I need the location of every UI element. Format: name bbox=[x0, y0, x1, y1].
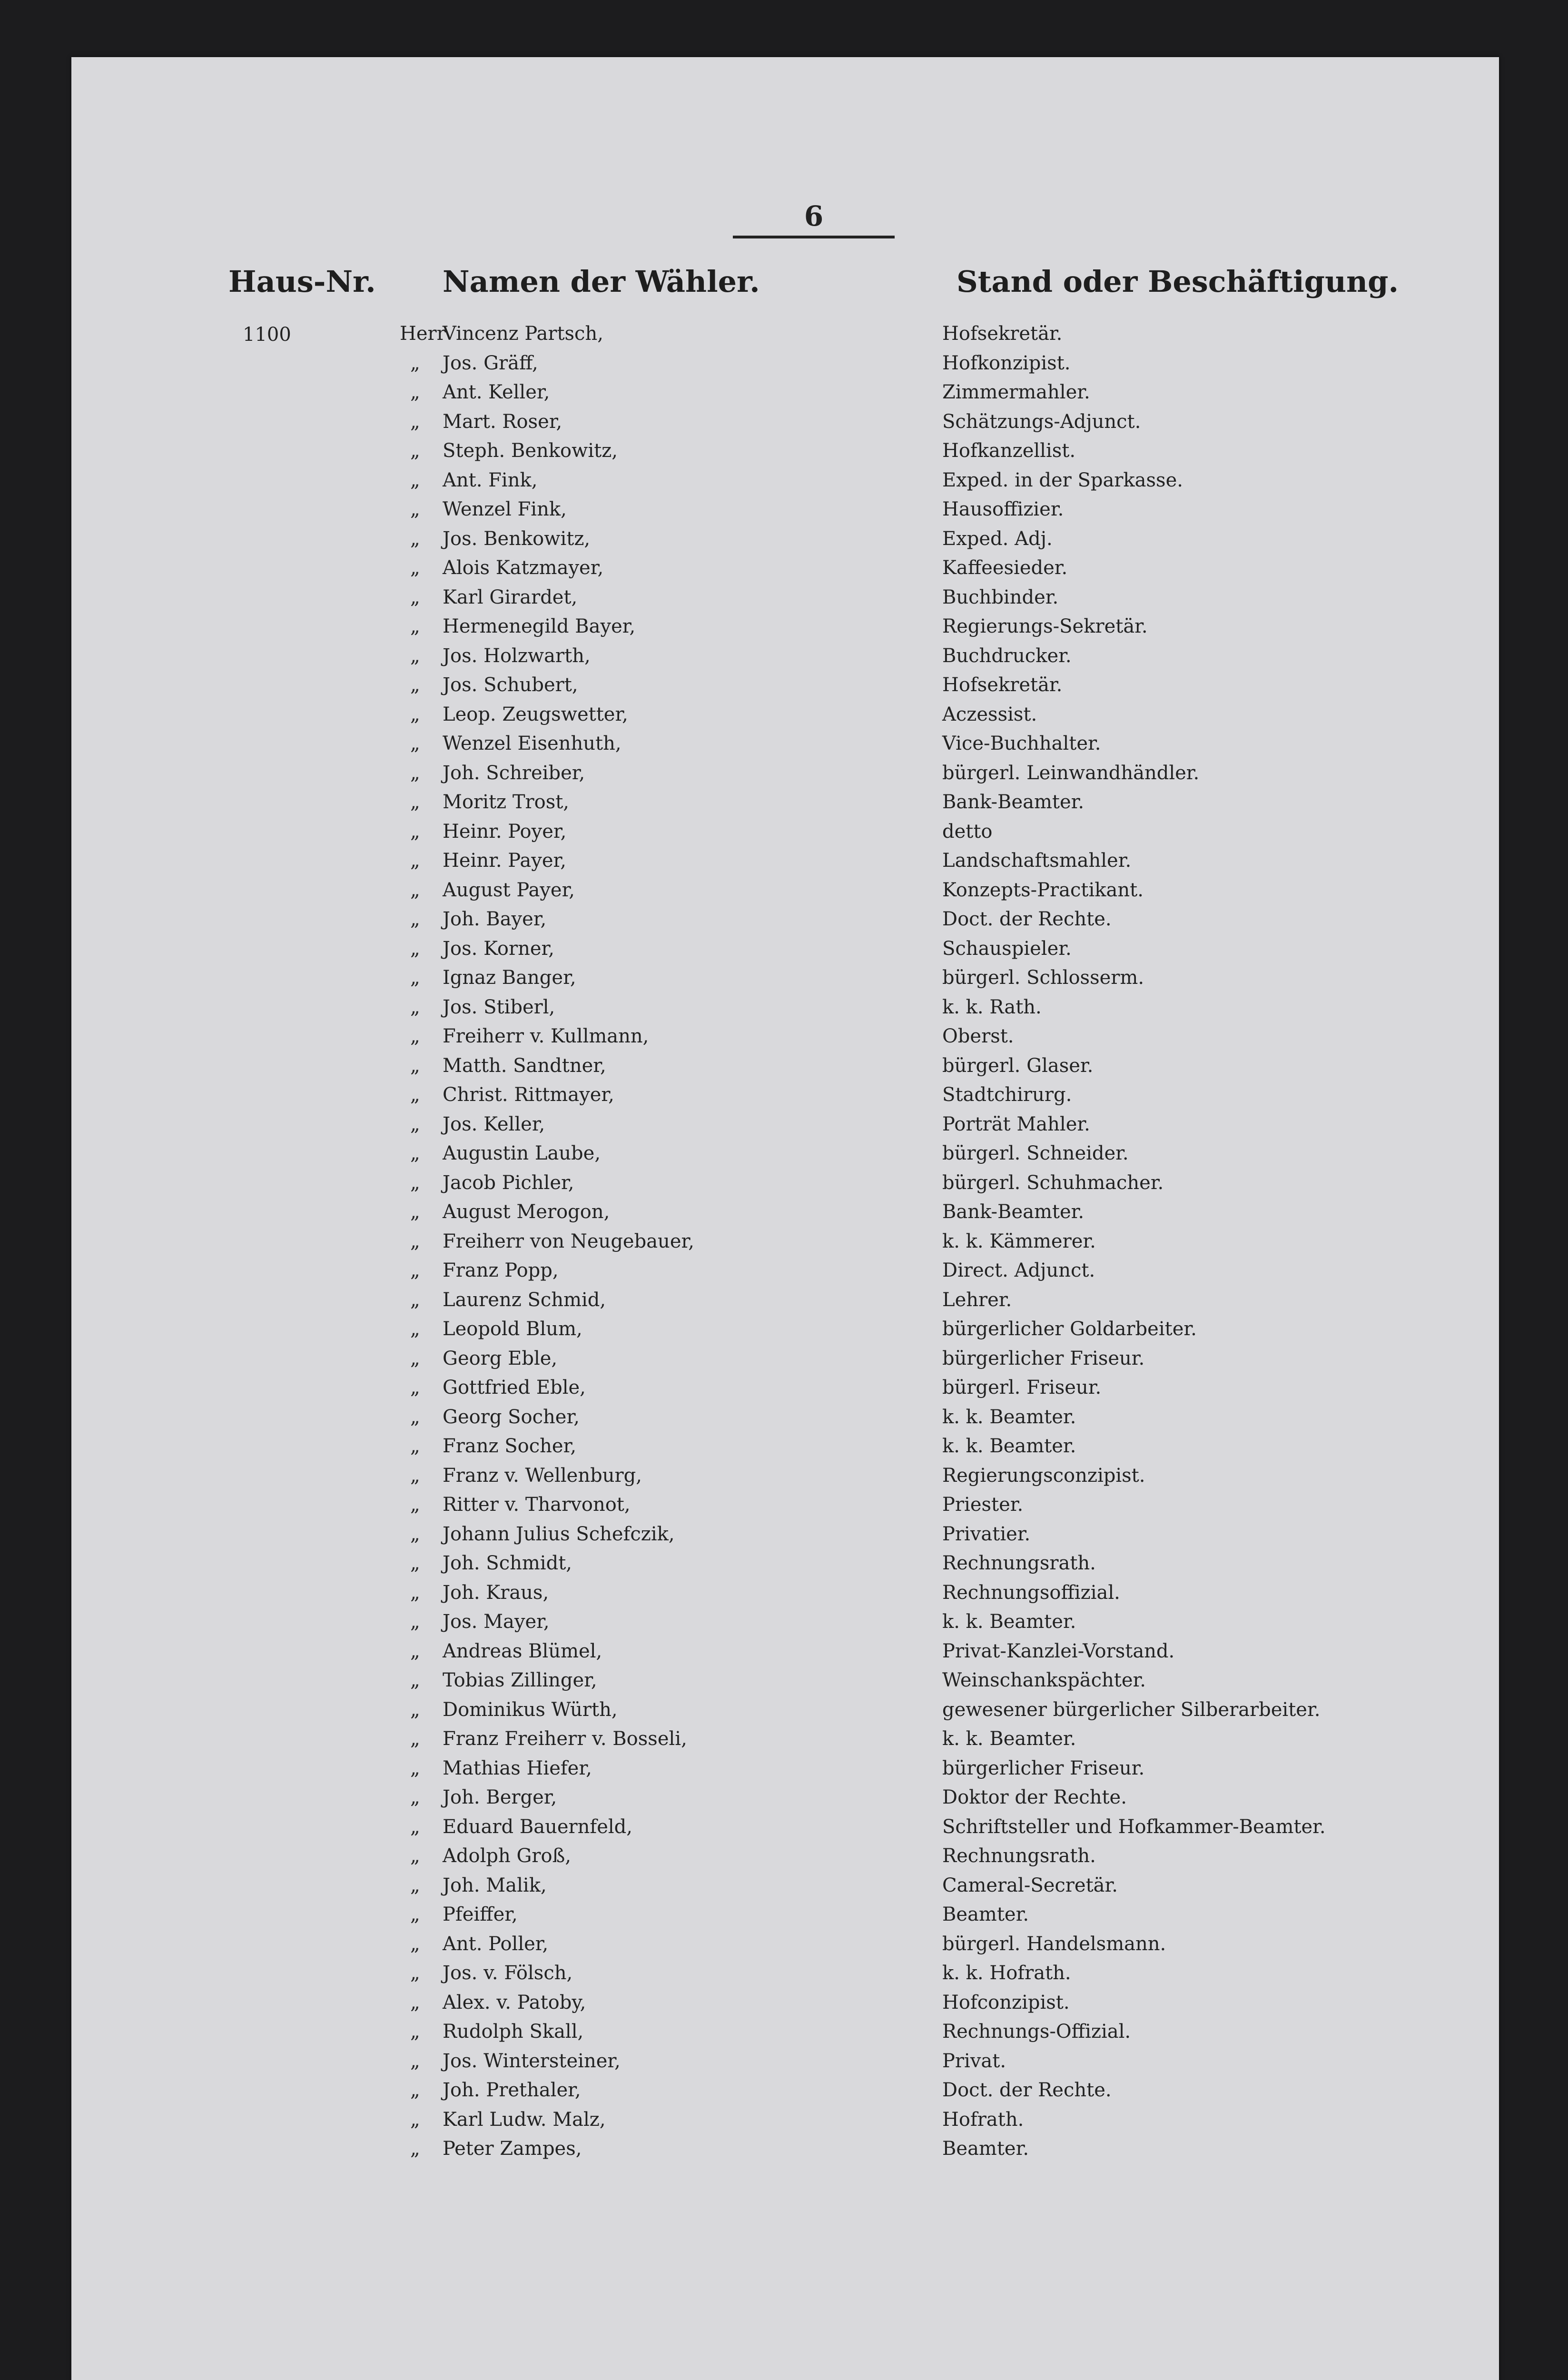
voter-occupation: bürgerl. Schlosserm. bbox=[942, 967, 1144, 989]
voter-name: Jacob Pichler, bbox=[443, 1171, 574, 1194]
voter-name: Franz Socher, bbox=[443, 1435, 577, 1457]
voter-name: Joh. Berger, bbox=[443, 1786, 557, 1808]
ditto-mark: „ bbox=[410, 1728, 420, 1750]
voter-row bbox=[71, 1519, 1499, 1549]
ditto-mark: „ bbox=[410, 615, 420, 637]
voter-occupation: Vice-Buchhalter. bbox=[942, 733, 1101, 754]
voter-name: Joh. Malik, bbox=[443, 1874, 547, 1896]
voter-occupation: Konzepts-Practikant. bbox=[942, 879, 1144, 901]
ditto-mark: „ bbox=[410, 762, 420, 784]
voter-name: Joh. Schreiber, bbox=[443, 762, 585, 784]
voter-occupation: Direct. Adjunct. bbox=[942, 1259, 1095, 1281]
voter-row bbox=[71, 1080, 1499, 1110]
ditto-mark: „ bbox=[410, 1289, 420, 1311]
voter-occupation: Privat. bbox=[942, 2050, 1006, 2072]
voter-occupation: Aczessist. bbox=[942, 703, 1037, 725]
voter-row bbox=[71, 1110, 1499, 1139]
ditto-mark: „ bbox=[410, 498, 420, 520]
ditto-mark: „ bbox=[410, 1991, 420, 2013]
ditto-mark: „ bbox=[410, 1845, 420, 1867]
voter-name: Wenzel Eisenhuth, bbox=[443, 733, 621, 754]
voter-names-header: Namen der Wähler. bbox=[443, 264, 760, 299]
voter-name: Karl Girardet, bbox=[443, 586, 578, 608]
voter-name: Ant. Poller, bbox=[443, 1933, 549, 1955]
ditto-mark: „ bbox=[410, 2050, 420, 2072]
ditto-mark: „ bbox=[410, 791, 420, 813]
ditto-mark: „ bbox=[410, 352, 420, 374]
voter-row bbox=[71, 407, 1499, 436]
voter-name: Wenzel Fink, bbox=[443, 498, 567, 520]
voter-row bbox=[71, 992, 1499, 1022]
ditto-mark: „ bbox=[410, 820, 420, 843]
voter-name: Johann Julius Schefczik, bbox=[443, 1523, 675, 1545]
voter-name: Joh. Schmidt, bbox=[443, 1552, 572, 1574]
ditto-mark: „ bbox=[410, 1464, 420, 1487]
voter-name: Jos. Gräff, bbox=[443, 352, 538, 374]
voter-row bbox=[71, 2105, 1499, 2134]
voter-name: Christ. Rittmayer, bbox=[443, 1084, 614, 1106]
voter-list bbox=[71, 319, 1499, 2163]
voter-occupation: Schauspieler. bbox=[942, 937, 1072, 960]
ditto-mark: „ bbox=[410, 1611, 420, 1633]
voter-row bbox=[71, 1754, 1499, 1783]
voter-occupation: Schätzungs-Adjunct. bbox=[942, 410, 1141, 433]
ditto-mark: „ bbox=[410, 703, 420, 725]
voter-occupation: Hausoffizier. bbox=[942, 498, 1064, 520]
voter-occupation: bürgerlicher Goldarbeiter. bbox=[942, 1318, 1197, 1340]
voter-name: Moritz Trost, bbox=[443, 791, 570, 813]
voter-name: Jos. Korner, bbox=[443, 937, 554, 960]
voter-row bbox=[71, 1431, 1499, 1461]
voter-row bbox=[71, 1988, 1499, 2017]
voter-name: Laurenz Schmid, bbox=[443, 1289, 606, 1311]
voter-name: Jos. Keller, bbox=[443, 1113, 545, 1135]
voter-occupation: Hofsekretär. bbox=[942, 323, 1063, 345]
ditto-mark: „ bbox=[410, 2021, 420, 2043]
voter-row bbox=[71, 1812, 1499, 1842]
voter-occupation: Porträt Mahler. bbox=[942, 1113, 1090, 1135]
ditto-mark: „ bbox=[410, 1171, 420, 1194]
voter-name: Joh. Bayer, bbox=[443, 908, 547, 930]
voter-occupation: Privatier. bbox=[942, 1523, 1031, 1545]
voter-row bbox=[71, 1197, 1499, 1227]
ditto-mark: „ bbox=[410, 586, 420, 608]
ditto-mark: „ bbox=[410, 908, 420, 930]
ditto-mark: „ bbox=[410, 2079, 420, 2101]
voter-name: Georg Socher, bbox=[443, 1406, 580, 1428]
ditto-mark: „ bbox=[410, 1201, 420, 1223]
voter-row bbox=[71, 1490, 1499, 1519]
voter-row bbox=[71, 319, 1499, 348]
voter-occupation: Beamter. bbox=[942, 1904, 1029, 1925]
voter-name: August Merogon, bbox=[443, 1201, 610, 1223]
ditto-mark: „ bbox=[410, 1786, 420, 1808]
voter-row bbox=[71, 377, 1499, 407]
ditto-mark: „ bbox=[410, 1025, 420, 1047]
voter-row bbox=[71, 2046, 1499, 2076]
ditto-mark: „ bbox=[410, 2108, 420, 2131]
voter-occupation: Doct. der Rechte. bbox=[942, 2079, 1112, 2101]
voter-row bbox=[71, 1666, 1499, 1695]
ditto-mark: „ bbox=[410, 1084, 420, 1106]
voter-occupation: Exped. in der Sparkasse. bbox=[942, 469, 1183, 491]
voter-row bbox=[71, 1578, 1499, 1607]
voter-name: Ignaz Banger, bbox=[443, 967, 576, 989]
voter-name: Dominikus Würth, bbox=[443, 1698, 618, 1721]
voter-row bbox=[71, 1724, 1499, 1754]
voter-occupation: k. k. Beamter. bbox=[942, 1435, 1076, 1457]
ditto-mark: „ bbox=[410, 733, 420, 754]
ditto-mark: „ bbox=[410, 1054, 420, 1077]
voter-name: Joh. Prethaler, bbox=[443, 2079, 581, 2101]
ditto-mark: „ bbox=[410, 469, 420, 491]
voter-occupation: Beamter. bbox=[942, 2138, 1029, 2160]
voter-row bbox=[71, 787, 1499, 817]
ditto-mark: „ bbox=[410, 996, 420, 1018]
ditto-mark: „ bbox=[410, 1669, 420, 1691]
voter-row bbox=[71, 1344, 1499, 1373]
voter-row bbox=[71, 963, 1499, 992]
voter-row bbox=[71, 2134, 1499, 2163]
voter-occupation: bürgerl. Handelsmann. bbox=[942, 1933, 1166, 1955]
voter-name: Alois Katzmayer, bbox=[443, 557, 604, 579]
voter-occupation: Exped. Adj. bbox=[942, 527, 1053, 550]
voter-name: Heinr. Payer, bbox=[443, 850, 566, 872]
voter-row bbox=[71, 553, 1499, 583]
voter-name: Alex. v. Patoby, bbox=[443, 1991, 586, 2013]
voter-row bbox=[71, 1227, 1499, 1256]
voter-row bbox=[71, 466, 1499, 495]
voter-row bbox=[71, 1461, 1499, 1490]
voter-name: Mathias Hiefer, bbox=[443, 1757, 592, 1779]
voter-name: Mart. Roser, bbox=[443, 410, 562, 433]
voter-occupation: gewesener bürgerlicher Silberarbeiter. bbox=[942, 1698, 1321, 1721]
voter-row bbox=[71, 846, 1499, 875]
ditto-mark: „ bbox=[410, 1815, 420, 1838]
voter-row bbox=[71, 1051, 1499, 1081]
voter-name: Vincenz Partsch, bbox=[443, 323, 603, 345]
voter-name: Jos. Mayer, bbox=[443, 1611, 550, 1633]
ditto-mark: „ bbox=[410, 527, 420, 550]
voter-row bbox=[71, 1139, 1499, 1168]
voter-occupation: Lehrer. bbox=[942, 1289, 1012, 1311]
voter-name: Augustin Laube, bbox=[443, 1142, 601, 1164]
voter-occupation: bürgerlicher Friseur. bbox=[942, 1347, 1145, 1369]
voter-name: Ritter v. Tharvonot, bbox=[443, 1494, 631, 1516]
voter-row bbox=[71, 1548, 1499, 1578]
voter-name: Freiherr v. Kullmann, bbox=[443, 1025, 649, 1047]
voter-row bbox=[71, 1958, 1499, 1988]
voter-row bbox=[71, 2017, 1499, 2046]
herr-label: Herr bbox=[400, 323, 446, 345]
voter-name: Jos. Stiberl, bbox=[443, 996, 555, 1018]
ditto-mark: „ bbox=[410, 879, 420, 901]
ditto-mark: „ bbox=[410, 1698, 420, 1721]
voter-name: Jos. v. Fölsch, bbox=[443, 1962, 573, 1984]
voter-name: Freiherr von Neugebauer, bbox=[443, 1230, 694, 1252]
voter-row bbox=[71, 1285, 1499, 1315]
page-number-rule bbox=[733, 236, 895, 238]
voter-row bbox=[71, 1871, 1499, 1900]
voter-name: Jos. Holzwarth, bbox=[443, 645, 591, 667]
ditto-mark: „ bbox=[410, 1377, 420, 1398]
voter-row bbox=[71, 495, 1499, 524]
voter-occupation: Rechnungsoffizial. bbox=[942, 1581, 1120, 1604]
ditto-mark: „ bbox=[410, 850, 420, 872]
ditto-mark: „ bbox=[410, 1259, 420, 1281]
voter-row bbox=[71, 583, 1499, 612]
voter-name: Ant. Fink, bbox=[443, 469, 538, 491]
voter-row bbox=[71, 612, 1499, 641]
voter-name: Franz Freiherr v. Bosseli, bbox=[443, 1728, 687, 1750]
voter-name: Joh. Kraus, bbox=[443, 1581, 549, 1604]
ditto-mark: „ bbox=[410, 1552, 420, 1574]
voter-row bbox=[71, 1314, 1499, 1344]
house-number-value: 1100 bbox=[243, 324, 291, 346]
voter-name: Georg Eble, bbox=[443, 1347, 558, 1369]
ditto-mark: „ bbox=[410, 674, 420, 696]
voter-occupation: bürgerl. Friseur. bbox=[942, 1377, 1102, 1398]
voter-row bbox=[71, 1841, 1499, 1871]
ditto-mark: „ bbox=[410, 557, 420, 579]
voter-row bbox=[71, 1695, 1499, 1725]
voter-occupation: bürgerl. Glaser. bbox=[942, 1054, 1094, 1077]
voter-row bbox=[71, 1636, 1499, 1666]
voter-name: Jos. Schubert, bbox=[443, 674, 578, 696]
voter-occupation: k. k. Rath. bbox=[942, 996, 1042, 1018]
ditto-mark: „ bbox=[410, 410, 420, 433]
occupation-header: Stand oder Beschäftigung. bbox=[957, 264, 1399, 299]
voter-row bbox=[71, 904, 1499, 934]
voter-occupation: Cameral-Secretär. bbox=[942, 1874, 1118, 1896]
voter-occupation: k. k. Beamter. bbox=[942, 1406, 1076, 1428]
ditto-mark: „ bbox=[410, 1318, 420, 1340]
voter-name: Rudolph Skall, bbox=[443, 2021, 584, 2043]
voter-occupation: detto bbox=[942, 820, 993, 843]
voter-occupation: Buchbinder. bbox=[942, 586, 1059, 608]
voter-row bbox=[71, 1402, 1499, 1432]
voter-name: Pfeiffer, bbox=[443, 1904, 518, 1925]
voter-occupation: Hofrath. bbox=[942, 2108, 1024, 2131]
ditto-mark: „ bbox=[410, 645, 420, 667]
ditto-mark: „ bbox=[410, 2138, 420, 2160]
voter-name: Karl Ludw. Malz, bbox=[443, 2108, 606, 2131]
voter-occupation: Rechnungsrath. bbox=[942, 1552, 1096, 1574]
voter-occupation: k. k. Hofrath. bbox=[942, 1962, 1071, 1984]
voter-row bbox=[71, 1783, 1499, 1812]
voter-occupation: Hofconzipist. bbox=[942, 1991, 1070, 2013]
ditto-mark: „ bbox=[410, 1933, 420, 1955]
voter-name: Leop. Zeugswetter, bbox=[443, 703, 628, 725]
ditto-mark: „ bbox=[410, 1113, 420, 1135]
voter-occupation: Doktor der Rechte. bbox=[942, 1786, 1127, 1808]
voter-name: Jos. Benkowitz, bbox=[443, 527, 591, 550]
ditto-mark: „ bbox=[410, 1494, 420, 1516]
ditto-mark: „ bbox=[410, 1874, 420, 1896]
ditto-mark: „ bbox=[410, 1435, 420, 1457]
voter-row bbox=[71, 1168, 1499, 1198]
voter-occupation: k. k. Kämmerer. bbox=[942, 1230, 1096, 1252]
voter-row bbox=[71, 1256, 1499, 1285]
house-number-header: Haus-Nr. bbox=[228, 264, 376, 299]
voter-occupation: Buchdrucker. bbox=[942, 645, 1072, 667]
voter-occupation: Stadtchirurg. bbox=[942, 1084, 1072, 1106]
voter-name: Jos. Wintersteiner, bbox=[443, 2050, 621, 2072]
voter-occupation: Doct. der Rechte. bbox=[942, 908, 1112, 930]
voter-name: Franz Popp, bbox=[443, 1259, 559, 1281]
ditto-mark: „ bbox=[410, 1581, 420, 1604]
voter-row bbox=[71, 875, 1499, 905]
voter-row bbox=[71, 524, 1499, 554]
voter-name: August Payer, bbox=[443, 879, 575, 901]
voter-name: Ant. Keller, bbox=[443, 381, 550, 403]
voter-occupation: Privat-Kanzlei-Vorstand. bbox=[942, 1640, 1175, 1662]
voter-occupation: k. k. Beamter. bbox=[942, 1728, 1076, 1750]
voter-name: Tobias Zillinger, bbox=[443, 1669, 597, 1691]
voter-name: Leopold Blum, bbox=[443, 1318, 582, 1340]
ditto-mark: „ bbox=[410, 1523, 420, 1545]
voter-occupation: bürgerlicher Friseur. bbox=[942, 1757, 1145, 1779]
ditto-mark: „ bbox=[410, 967, 420, 989]
ditto-mark: „ bbox=[410, 1230, 420, 1252]
voter-occupation: Landschaftsmahler. bbox=[942, 850, 1132, 872]
voter-occupation: Weinschankspächter. bbox=[942, 1669, 1146, 1691]
voter-name: Heinr. Poyer, bbox=[443, 820, 567, 843]
voter-name: Matth. Sandtner, bbox=[443, 1054, 606, 1077]
voter-occupation: bürgerl. Leinwandhändler. bbox=[942, 762, 1200, 784]
voter-row bbox=[71, 1929, 1499, 1959]
voter-row bbox=[71, 1021, 1499, 1051]
voter-name: Andreas Blümel, bbox=[443, 1640, 602, 1662]
voter-occupation: bürgerl. Schneider. bbox=[942, 1142, 1129, 1164]
voter-row bbox=[71, 700, 1499, 729]
voter-occupation: bürgerl. Schuhmacher. bbox=[942, 1171, 1164, 1194]
ditto-mark: „ bbox=[410, 1757, 420, 1779]
voter-row bbox=[71, 729, 1499, 758]
voter-row bbox=[71, 2075, 1499, 2105]
voter-occupation: Bank-Beamter. bbox=[942, 791, 1085, 813]
voter-name: Steph. Benkowitz, bbox=[443, 440, 618, 462]
ditto-mark: „ bbox=[410, 937, 420, 960]
voter-row bbox=[71, 934, 1499, 963]
voter-row bbox=[71, 436, 1499, 466]
voter-occupation: Regierungs-Sekretär. bbox=[942, 615, 1148, 637]
voter-row bbox=[71, 1607, 1499, 1636]
voter-row bbox=[71, 641, 1499, 671]
voter-occupation: Hofsekretär. bbox=[942, 674, 1063, 696]
voter-name: Adolph Groß, bbox=[443, 1845, 572, 1867]
ditto-mark: „ bbox=[410, 1347, 420, 1369]
voter-row bbox=[71, 1373, 1499, 1402]
ditto-mark: „ bbox=[410, 1962, 420, 1984]
ditto-mark: „ bbox=[410, 1142, 420, 1164]
voter-occupation: k. k. Beamter. bbox=[942, 1611, 1076, 1633]
ditto-mark: „ bbox=[410, 1406, 420, 1428]
ditto-mark: „ bbox=[410, 1904, 420, 1925]
voter-occupation: Regierungsconzipist. bbox=[942, 1464, 1145, 1487]
voter-occupation: Hofkanzellist. bbox=[942, 440, 1076, 462]
page-number: 6 bbox=[804, 200, 824, 232]
ditto-mark: „ bbox=[410, 440, 420, 462]
voter-occupation: Rechnungs-Offizial. bbox=[942, 2021, 1131, 2043]
voter-occupation: Zimmermahler. bbox=[942, 381, 1090, 403]
voter-name: Eduard Bauernfeld, bbox=[443, 1815, 633, 1838]
document-page bbox=[71, 57, 1499, 2380]
voter-occupation: Kaffeesieder. bbox=[942, 557, 1068, 579]
voter-occupation: Oberst. bbox=[942, 1025, 1014, 1047]
voter-row bbox=[71, 758, 1499, 788]
voter-occupation: Priester. bbox=[942, 1494, 1024, 1516]
voter-occupation: Bank-Beamter. bbox=[942, 1201, 1085, 1223]
voter-row bbox=[71, 817, 1499, 846]
voter-name: Peter Zampes, bbox=[443, 2138, 582, 2160]
voter-occupation: Hofkonzipist. bbox=[942, 352, 1071, 374]
ditto-mark: „ bbox=[410, 381, 420, 403]
voter-name: Gottfried Eble, bbox=[443, 1377, 586, 1398]
voter-row bbox=[71, 670, 1499, 700]
voter-name: Hermenegild Bayer, bbox=[443, 615, 636, 637]
voter-occupation: Schriftsteller und Hofkammer-Beamter. bbox=[942, 1815, 1326, 1838]
voter-row bbox=[71, 1900, 1499, 1929]
voter-occupation: Rechnungsrath. bbox=[942, 1845, 1096, 1867]
ditto-mark: „ bbox=[410, 1640, 420, 1662]
voter-name: Franz v. Wellenburg, bbox=[443, 1464, 642, 1487]
voter-row bbox=[71, 348, 1499, 378]
